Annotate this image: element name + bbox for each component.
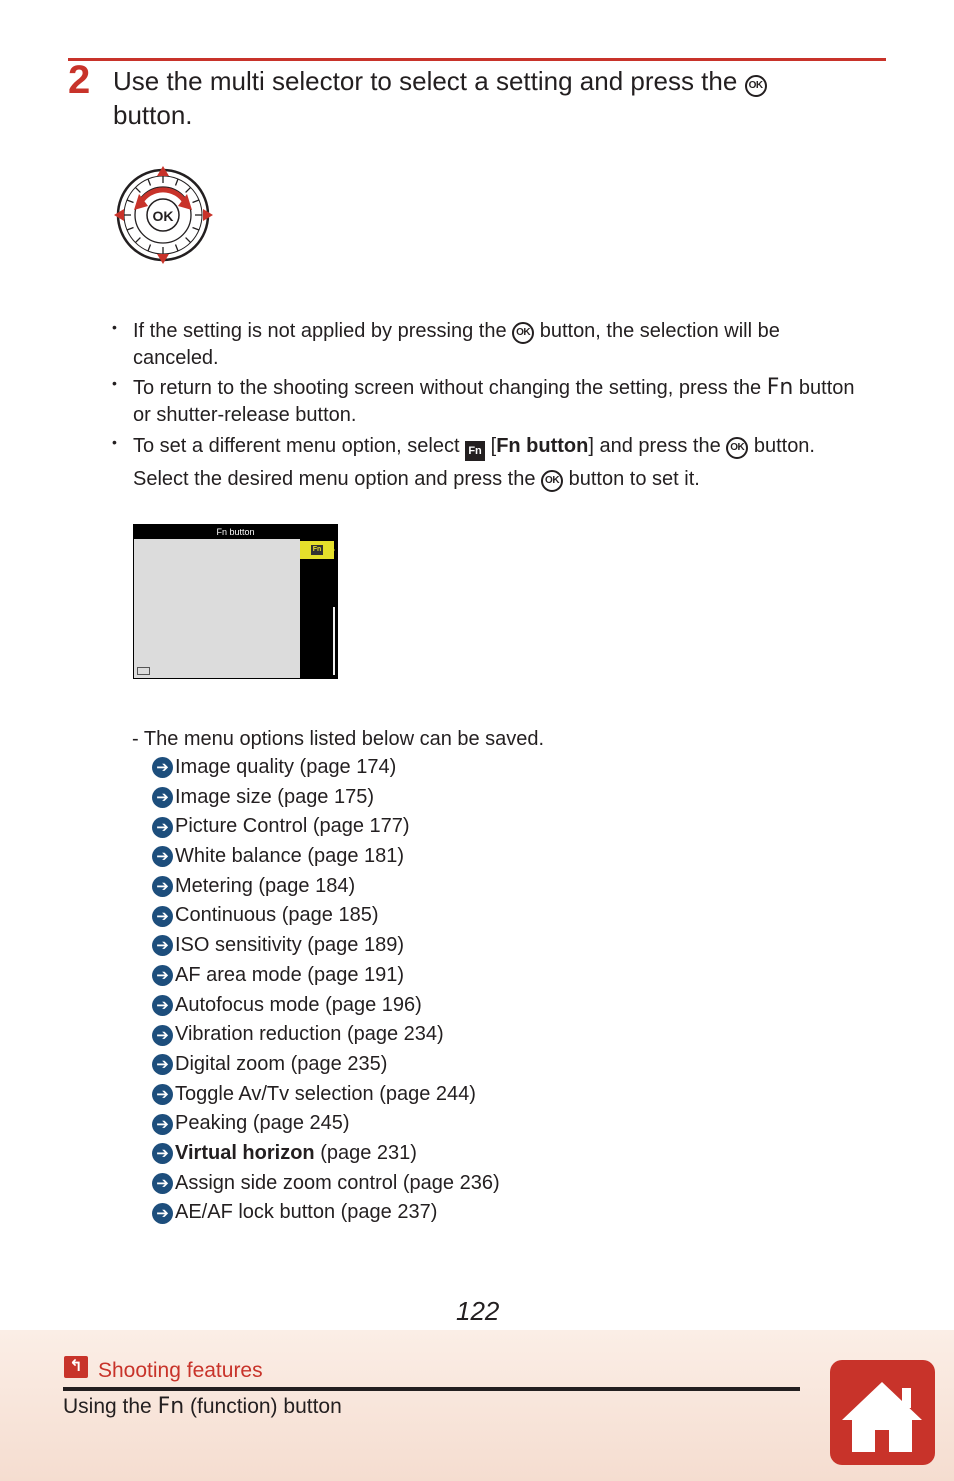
step-text-before: Use the multi selector to select a setting and press the [113, 66, 738, 96]
option-page-ref: (page 235) [290, 1052, 388, 1075]
option-label: White balance [175, 845, 302, 868]
step-text-after: button. [113, 100, 193, 130]
option-label: Image quality [175, 756, 294, 778]
menu-option-item[interactable] [152, 753, 500, 783]
link-arrow-icon: ➔ [152, 935, 173, 956]
fn-button-icon: Fn [157, 1394, 185, 1419]
option-label: Digital zoom [175, 1052, 286, 1075]
link-arrow-icon: ➔ [152, 995, 173, 1016]
link-arrow-icon: ➔ [152, 1114, 173, 1135]
option-label: Virtual horizon [175, 1141, 315, 1164]
note-text: canceled. [133, 347, 219, 369]
menu-option-item[interactable] [152, 1080, 500, 1110]
link-arrow-icon: ➔ [152, 965, 173, 986]
menu-option-item[interactable] [152, 783, 500, 813]
option-page-ref: (page 184) [258, 874, 356, 897]
step-instruction [113, 64, 833, 132]
note-text: To set a different menu option, select [133, 435, 460, 457]
note-text: button [798, 377, 855, 399]
bracket: ] [588, 435, 594, 457]
note-item [110, 374, 900, 429]
screen-scrollbar [333, 607, 335, 675]
link-arrow-icon: ➔ [152, 787, 173, 808]
note-item [110, 318, 900, 372]
fn-menu-icon: Fn [465, 441, 485, 461]
option-page-ref: (page 231) [320, 1141, 417, 1164]
option-label: Picture Control [175, 815, 308, 838]
option-label: Peaking [175, 1112, 248, 1135]
menu-option-item[interactable] [152, 1169, 500, 1199]
option-label: Assign side zoom control [175, 1171, 398, 1194]
menu-option-item[interactable] [152, 1109, 500, 1139]
step-number: 2 [68, 58, 91, 102]
footer-sub-text: (function) button [190, 1395, 342, 1418]
option-label: Toggle Av/Tv selection [175, 1082, 374, 1105]
menu-options-list [152, 753, 500, 1228]
option-label: Metering [175, 874, 253, 897]
screen-title: Fn button [134, 525, 337, 539]
note-text: Select the desired menu option and press the [133, 468, 536, 490]
fn-button-icon: Fn [766, 375, 794, 400]
link-arrow-icon: ➔ [152, 817, 173, 838]
page-number: 122 [456, 1296, 500, 1326]
option-label: AF area mode [175, 963, 302, 986]
option-label: Vibration reduction [175, 1023, 342, 1046]
option-page-ref: (page 189) [307, 934, 405, 957]
note-text: If the setting is not applied by pressing the [133, 320, 507, 342]
note-text: To return to the shooting screen without changing the setting, press the [133, 377, 762, 399]
bracket: [ [490, 435, 497, 457]
option-page-ref: (page 175) [277, 785, 375, 808]
menu-option-item[interactable] [152, 901, 500, 931]
option-label: Image size [175, 785, 272, 808]
link-arrow-icon: ➔ [152, 757, 173, 778]
fn-tab-icon: Fn [312, 546, 322, 553]
note-text: button, the selection will be [539, 320, 780, 342]
home-icon [830, 1360, 935, 1465]
footer-rule [63, 1387, 800, 1391]
link-arrow-icon: ➔ [152, 1054, 173, 1075]
link-arrow-icon: ➔ [152, 1203, 173, 1224]
menu-intro: - The menu options listed below can be saved. [132, 728, 545, 750]
battery-icon [137, 667, 150, 675]
fn-button-menu-name: Fn button [496, 435, 589, 457]
option-page-ref: (page 191) [307, 963, 405, 986]
link-arrow-icon: ➔ [152, 876, 173, 897]
ok-button-icon: OK [541, 470, 563, 492]
menu-option-item[interactable] [152, 872, 500, 902]
link-arrow-icon: ➔ [152, 1173, 173, 1194]
option-page-ref: (page 244) [379, 1082, 476, 1105]
option-page-ref: (page 185) [281, 904, 379, 927]
home-button[interactable] [830, 1360, 935, 1465]
back-arrow-icon[interactable]: ↰ [64, 1356, 88, 1378]
link-arrow-icon: ➔ [152, 846, 173, 867]
note-text: button. [753, 435, 815, 457]
menu-option-item[interactable] [152, 812, 500, 842]
option-label: Autofocus mode [175, 993, 320, 1016]
note-text: or shutter-release button. [133, 404, 357, 426]
option-page-ref: (page 174) [299, 756, 397, 778]
note-text: and press the [599, 435, 721, 457]
screen-fn-tab [300, 541, 334, 559]
option-page-ref: (page 234) [346, 1023, 444, 1046]
menu-option-item[interactable] [152, 961, 500, 991]
screen-arrow-icon [330, 546, 335, 554]
option-page-ref: (page 237) [340, 1201, 438, 1224]
menu-option-item[interactable] [152, 1139, 500, 1169]
menu-option-item[interactable] [152, 842, 500, 872]
ok-button-icon: OK [512, 322, 534, 344]
menu-option-item[interactable] [152, 1198, 500, 1228]
option-page-ref: (page 245) [252, 1112, 350, 1135]
ok-button-icon: OK [726, 437, 748, 459]
link-arrow-icon: ➔ [152, 1025, 173, 1046]
note-text: button to set it. [568, 468, 700, 490]
option-page-ref: (page 236) [402, 1171, 500, 1194]
menu-option-item[interactable] [152, 991, 500, 1021]
link-arrow-icon: ➔ [152, 1084, 173, 1105]
step-rule [68, 58, 886, 61]
option-label: Continuous [175, 904, 277, 927]
footer-sub-text: Using the [63, 1395, 152, 1418]
footer-section-link[interactable]: Shooting features [98, 1359, 263, 1382]
link-arrow-icon: ➔ [152, 1143, 173, 1164]
screen-sidebar [300, 539, 337, 678]
menu-option-item[interactable] [152, 1020, 500, 1050]
note-line2 [133, 466, 900, 493]
note-item [110, 433, 900, 493]
menu-option-item[interactable] [152, 931, 500, 961]
menu-option-item[interactable] [152, 1050, 500, 1080]
notes-list [110, 318, 900, 495]
camera-screen [133, 524, 338, 679]
option-label: AE/AF lock button [175, 1201, 336, 1224]
option-page-ref: (page 177) [312, 815, 410, 838]
option-page-ref: (page 181) [307, 845, 405, 868]
link-arrow-icon: ➔ [152, 906, 173, 927]
option-page-ref: (page 196) [325, 993, 422, 1016]
option-label: ISO sensitivity [175, 934, 302, 957]
selector-ok-label: OK [152, 208, 174, 224]
multi-selector-icon [112, 164, 218, 268]
footer-subtitle[interactable] [63, 1392, 342, 1422]
ok-button-icon: OK [745, 75, 767, 97]
